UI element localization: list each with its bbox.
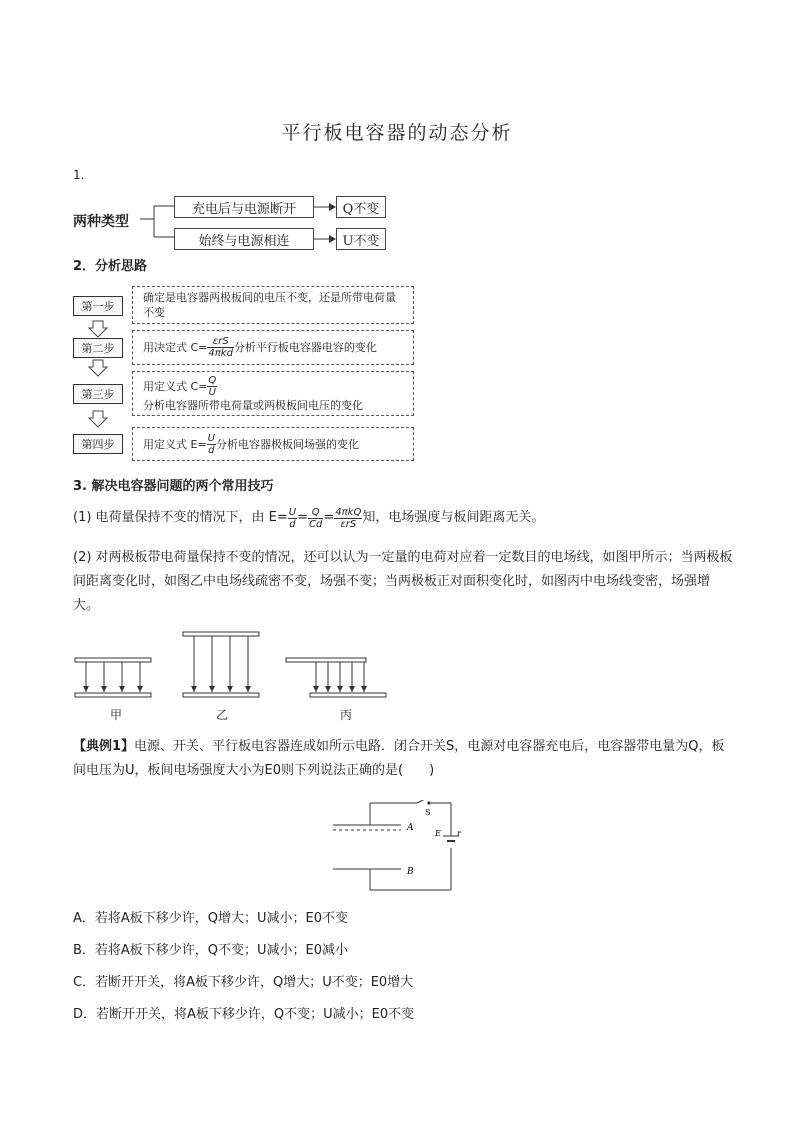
step3-den: U: [208, 387, 216, 398]
tip1-frac3: [334, 507, 362, 530]
step2-post: 分析平行板电容器电容的变化: [233, 341, 377, 354]
section1-number: 1.: [73, 168, 85, 182]
step2-fraction: [207, 336, 234, 359]
step3-desc: [132, 371, 414, 416]
example-paragraph: [73, 735, 733, 783]
step2-label: 第二步: [73, 338, 123, 358]
step4-label: 第四步: [73, 434, 123, 454]
step3-fraction: [207, 375, 217, 398]
frac-den: Cd: [309, 518, 323, 530]
page-title: 平行板电容器的动态分析: [281, 122, 513, 144]
step2-pre: 用决定式 C=: [143, 341, 208, 354]
label-s: S: [425, 808, 431, 817]
down-arrow-icon: [88, 410, 108, 428]
step3-post: 分析电容器所带电荷量或两极板间电压的变化: [143, 399, 363, 412]
section3-heading: 3. 解决电容器问题的两个常用技巧: [73, 479, 274, 494]
figure-bing: [286, 658, 386, 697]
frac-num: 4πkQ: [335, 506, 362, 518]
caption-jia: 甲: [110, 708, 123, 722]
tip2-paragraph: (2) 对两极板带电荷量保持不变的情况，还可以认为一定量的电荷对应着一定数目的电场线，如图甲所示；当两极板间距离变化时，如图乙中电场线疏密不变，场强不变；当两极板正对面积变化时，如图丙中电场线变密，场强增大。: [73, 550, 733, 613]
result1-box: Q不变: [336, 196, 386, 218]
section2-heading: 2．分析思路: [73, 259, 148, 274]
circuit-diagram: [325, 800, 465, 900]
field-line-figures: [70, 628, 390, 708]
step1-label: 第一步: [73, 296, 123, 316]
step1-desc: 确定是电容器两极板间的电压不变，还是所带电荷量不变: [132, 286, 414, 324]
example-text: 电源、开关、平行板电容器连成如所示电路．闭合开关S，电源对电容器充电后，电容器带电量为Q，板间电压为U，板间电场强度大小为E0则下列说法正确的是( ): [73, 739, 725, 778]
tip1-frac2: [308, 507, 323, 530]
step3-label: 第三步: [73, 384, 123, 404]
types-label: 两种类型: [73, 214, 129, 230]
tip1-frac1: [288, 507, 297, 530]
step4-pre: 用定义式 E=: [143, 437, 207, 451]
step3-num: Q: [208, 375, 217, 386]
step2-desc: [132, 330, 414, 365]
step4-desc: [132, 427, 414, 461]
arrow-right-icon: [314, 200, 336, 214]
frac-den: εrS: [340, 518, 357, 530]
option-c[interactable]: C．若断开开关，将A板下移少许，Q增大；U不变；E0增大: [73, 975, 414, 990]
frac-num: Q: [308, 507, 323, 519]
step4-fraction: [207, 433, 216, 456]
tip1-pre: (1) 电荷量保持不变的情况下，由 E=: [73, 510, 288, 525]
tip1-post: 知，电场强度与板间距离无关。: [362, 510, 545, 525]
example-tag: 【典例1】: [73, 739, 135, 754]
down-arrow-icon: [88, 320, 108, 338]
tip1-paragraph: (1) 电荷量保持不变的情况下，由 E= $\frac{U}{d}$ = $\frac{Q}{Cd}$ = $\frac{\text{4πkQ}}{\text{εrS}}$ 知，电场强度与板间距离无关。: [73, 506, 545, 530]
figure-jia: [75, 658, 151, 697]
figure-yi: [183, 632, 259, 697]
caption-bing: 丙: [340, 708, 353, 722]
type1-box: 充电后与电源断开: [174, 196, 314, 218]
result2-box: U不变: [336, 228, 386, 250]
step4-num: U: [207, 432, 215, 444]
option-b[interactable]: B．若将A板下移少许，Q不变；U减小；E0减小: [73, 943, 349, 958]
step2-den: 4πkd: [208, 348, 233, 359]
frac-num: U: [288, 506, 297, 518]
step4-post: 分析电容器极板间场强的变化: [216, 437, 359, 451]
step2-num: εrS: [207, 336, 234, 348]
type2-box: 始终与电源相连: [174, 228, 314, 250]
label-b: B: [407, 867, 414, 877]
caption-yi: 乙: [216, 708, 229, 722]
frac-den: d: [289, 518, 296, 530]
option-d[interactable]: D．若断开开关，将A板下移少许，Q不变；U减小；E0不变: [73, 1007, 415, 1022]
label-e: E: [435, 829, 441, 838]
label-r: r: [457, 829, 461, 838]
step3-pre: 用定义式 C=: [143, 380, 208, 393]
down-arrow-icon: [88, 359, 108, 377]
step4-den: d: [208, 444, 215, 456]
option-a[interactable]: A．若将A板下移少许，Q增大；U减小；E0不变: [73, 911, 349, 926]
label-a: A: [407, 823, 414, 833]
arrow-right-icon: [314, 232, 336, 246]
